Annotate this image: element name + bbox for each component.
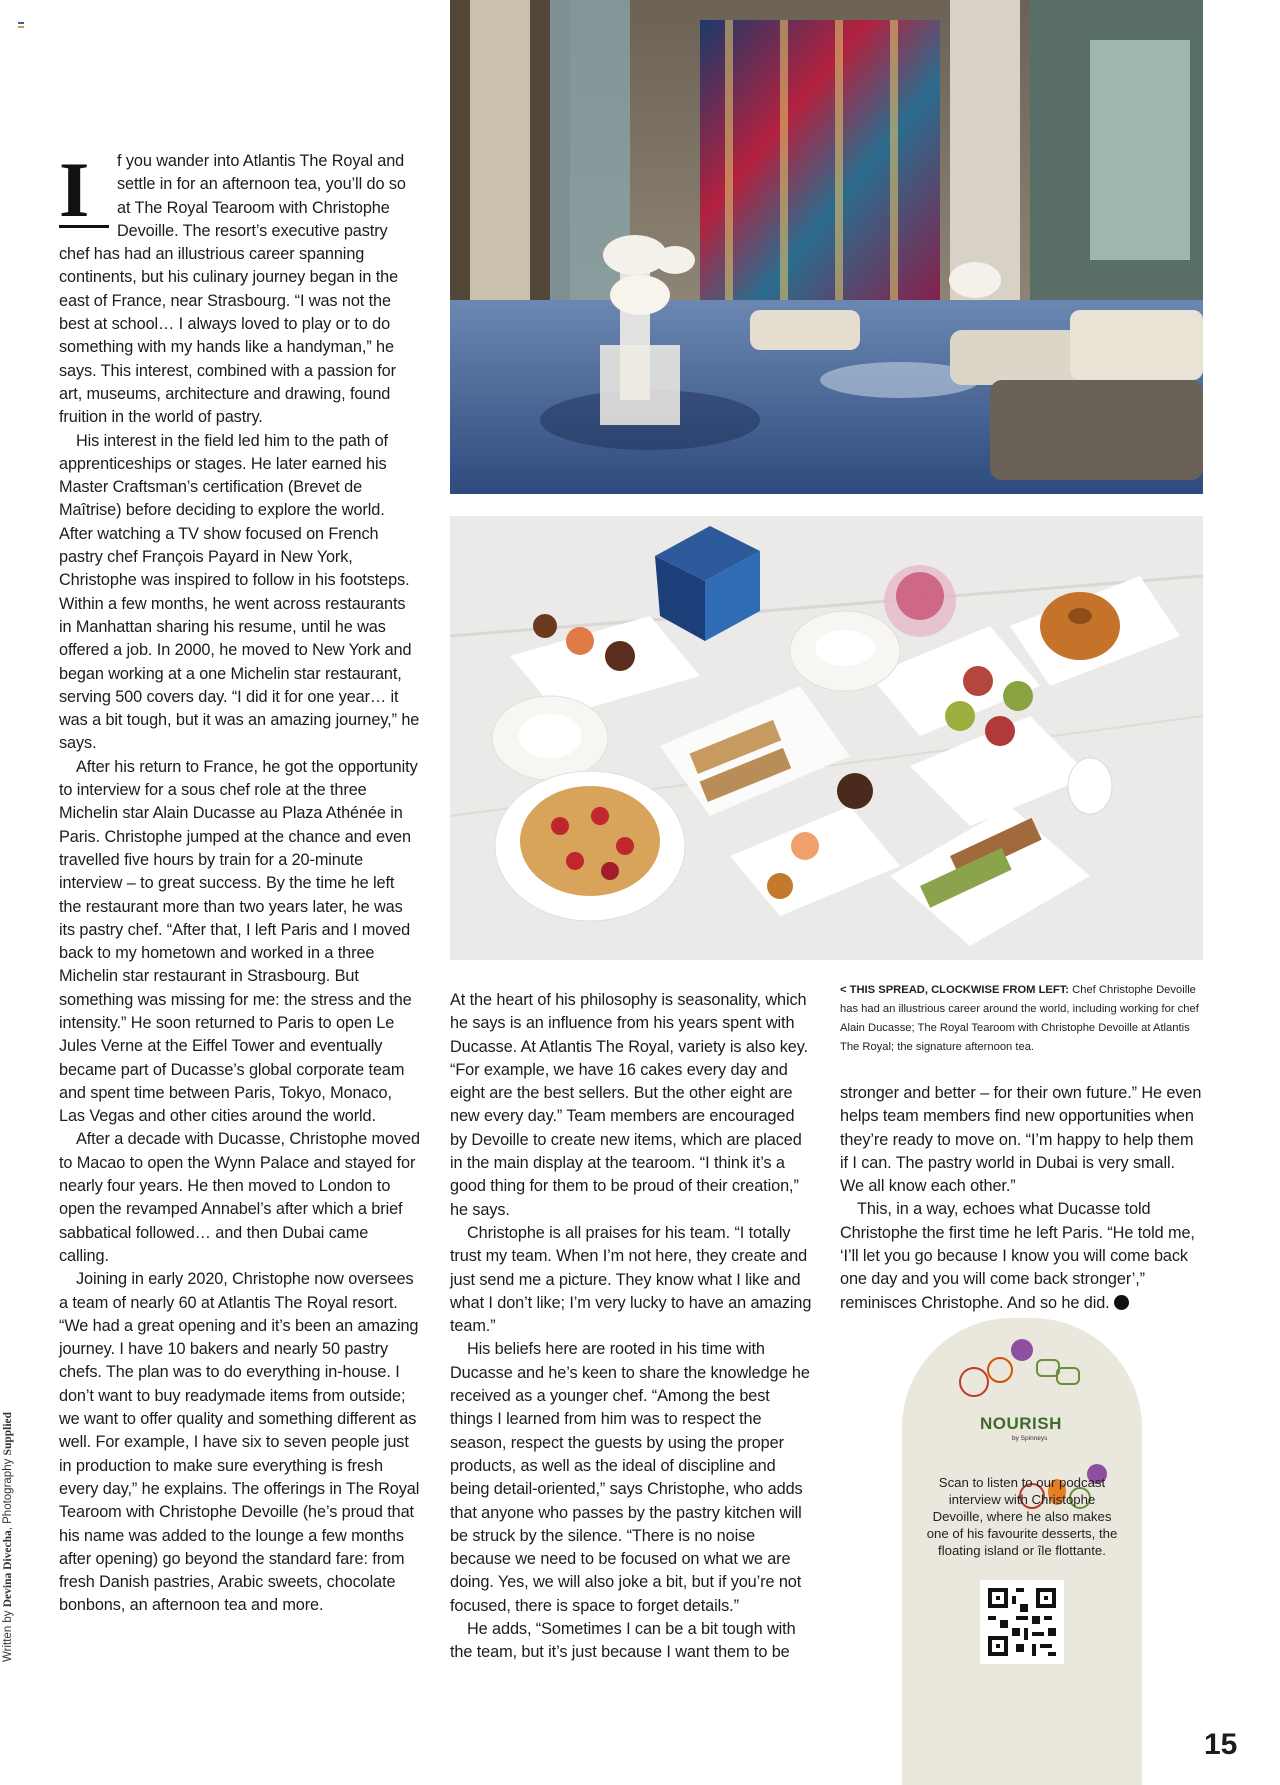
podcast-qr-code[interactable]: [980, 1580, 1064, 1664]
credit-photographer: Supplied: [2, 1411, 14, 1456]
drop-cap: I: [59, 160, 109, 228]
food-illustration-icon: [952, 1330, 1092, 1408]
credit-label-2: , Photography: [2, 1455, 14, 1531]
nourish-description: Scan to listen to our podcast interview with Christophe Devoille, where he also makes one of his favourite desserts, the floating island or île flottante.: [926, 1475, 1118, 1558]
paragraph: [59, 146, 421, 430]
article-column-2: [450, 989, 813, 1665]
tearoom-interior-photo: [450, 0, 1203, 494]
article-column-1: [59, 146, 421, 1618]
credit-writer: Devina Divecha: [2, 1530, 14, 1608]
page-number: 15: [1204, 1728, 1238, 1761]
paragraph-text: This, in a way, echoes what Ducasse told Christophe the first time he left Paris. “He told me, ‘I’ll let you go because I know you will come back one day and you will come back stronger’,” reminisces Christophe. And so he did.: [840, 1200, 1195, 1312]
corner-mark: [18, 22, 24, 24]
qr-code-icon: [980, 1580, 1064, 1664]
paragraph: He adds, “Sometimes I can be a bit tough with the team, but it’s just because I want them to be: [450, 1620, 796, 1662]
paragraph: His interest in the field led him to the path of apprenticeships or stages. He later earned his Master Craftsman’s certification (Brevet de Maîtrise) before deciding to explore the world. After watching a TV show focused on French pastry chef François Payard in New York, Christophe was inspired to follow in his footsteps. Within a few months, he went across restaurants in Manhattan sharing his resume, until he was offered a job. In 2000, he moved to New York and began working at a one Michelin star restaurant, serving 500 covers day. “I did it for one year… it was a bit tough, but it was an amazing journey,” he says.: [59, 431, 420, 753]
tearoom-illustration: [450, 0, 1203, 494]
corner-mark-2: [18, 26, 24, 28]
nourish-logo: NOURISH: [980, 1414, 1062, 1433]
paragraph: Christophe is all praises for his team. “I totally trust my team. When I’m not here, they create and just send me a picture. They know what I like and what I don’t like; I’m very lucky to have an amazing team.”: [450, 1223, 812, 1336]
afternoon-tea-photo: [450, 516, 1203, 960]
paragraph: At the heart of his philosophy is seasonality, which he says is an influence from his years spent with Ducasse. At Atlantis The Royal, variety is also key. “For example, we have 16 cakes every day and eight are the best sellers. But the other eight are new every day.” Team members are encouraged by Devoille to create new items, which are placed in the main display at the tearoom. “I think it’s a good thing for them to be proud of their creation,” he says.: [450, 991, 808, 1219]
paragraph: His beliefs here are rooted in his time with Ducasse and he’s keen to share the knowledge he received as a younger chef. “Among the best things I learned from him was to respect the season, respect the guests by using the proper products, as well as the ideal of discipline and being detail-oriented,” says Christophe, who adds that anyone who passes by the pastry kitchen will be struck by the silence. “There is no noise because we need to be focused on what we are doing. Yes, we will also joke a bit, but if you’re not focused, there is space to forget details.”: [450, 1340, 810, 1615]
paragraph: After his return to France, he got the opportunity to interview for a sous chef role at the three Michelin star Alain Ducasse au Plaza Athénée in Paris. Christophe jumped at the chance and even travelled five hours by train for a 20-minute interview – to great success. By the time he left the restaurant more than two years later, he was its pastry chef. “After that, I left Paris and I moved back to my hometown and worked in a three Michelin star restaurant in Strasbourg. But something was missing for me: the stress and the intensity.” He soon returned to Paris to open Le Jules Verne at the Eiffel Tower and eventually became part of Ducasse’s global corporate team and spent time between Paris, Tokyo, Monaco, Las Vegas and other cities around the world.: [59, 757, 418, 1126]
paragraph-text: f you wander into Atlantis The Royal and settle in for an afternoon tea, you’ll do so at The Royal Tearoom with Christophe Devoille. The resort’s executive pastry chef has had an illustrious career spanning continents, but his culinary journey began in the east of France, near Strasbourg. “I was not the best at school… I always loved to play or to do something with my hands like a handyman,” he says. This interest, combined with a passion for art, museums, architecture and drawing, found fruition in the world of pastry.: [59, 152, 406, 427]
paragraph: After a decade with Ducasse, Christophe moved to Macao to open the Wynn Palace and stayed for nearly four years. He then moved to London to open the revamped Annabel’s after which a brief sabbatical followed… and then Dubai came calling.: [59, 1130, 420, 1265]
photo-credit: [2, 1412, 14, 1662]
credit-label: Written by: [2, 1607, 14, 1662]
paragraph: stronger and better – for their own future.” He even helps team members find new opportunities when they’re ready to move on. “I’m happy to help them if I can. The pastry world in Dubai is very small. We all know each other.”: [840, 1084, 1202, 1196]
paragraph: Joining in early 2020, Christophe now oversees a team of nearly 60 at Atlantis The Royal resort. “We had a great opening and it’s been an amazing journey. I have 10 bakers and nearly 50 pastry chefs. The plan was to do everything in-house. I don’t want to buy readymade items from outside; we want to offer quality and something different as well. For example, I have six to seven people just in production to make sure everything is fresh every day,” he explains. The offerings in The Royal Tearoom with Christophe Devoille (he’s proud that his name was added to the lounge a few months after opening) go beyond the standard fare: from fresh Danish pastries, Arabic sweets, chocolate bonbons, an afternoon tea and more.: [59, 1270, 420, 1615]
photo-caption: [840, 981, 1202, 1057]
caption-lead: < THIS SPREAD, CLOCKWISE FROM LEFT:: [840, 984, 1070, 996]
article-column-3: [840, 1082, 1203, 1315]
caption-text: Chef Christophe Devoille has had an illustrious career around the world, including working for chef Alain Ducasse; The Royal Tearoom with Christophe Devoille at Atlantis The Royal; the signature afternoon tea.: [840, 984, 1199, 1053]
nourish-by-line: by Spinneys: [1012, 1435, 1048, 1442]
afternoon-tea-illustration: [450, 516, 1203, 960]
end-mark-icon: [1114, 1295, 1129, 1310]
paragraph: [840, 1198, 1203, 1314]
nourish-podcast-panel: [902, 1318, 1142, 1785]
